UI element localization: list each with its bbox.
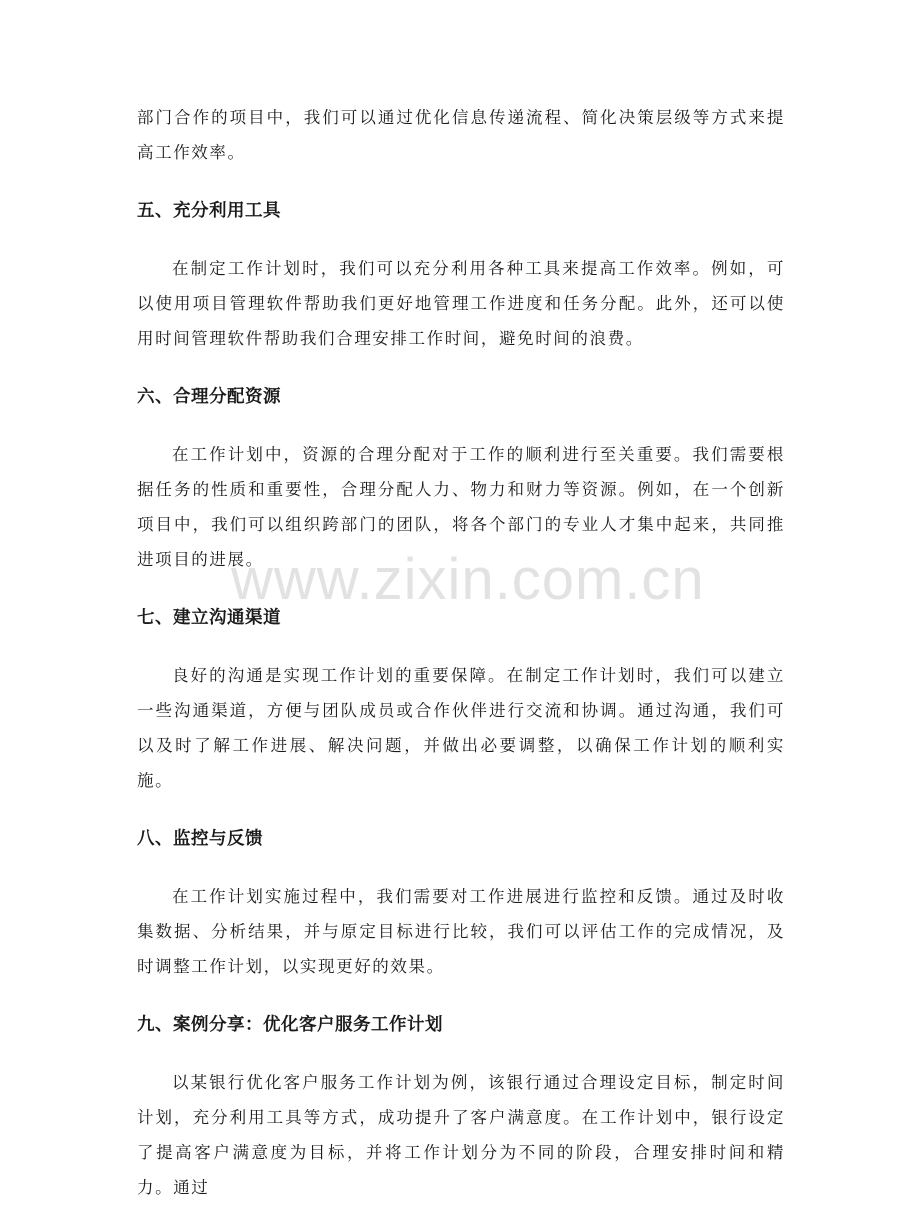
intro-paragraph: 部门合作的项目中，我们可以通过优化信息传递流程、简化决策层级等方式来提高工作效率。 [137,108,785,162]
document-body [137,100,785,1205]
section-heading-9: 九、案例分享：优化客户服务工作计划 [137,1015,443,1035]
section-heading-6: 六、合理分配资源 [137,387,281,407]
section-body-7: 良好的沟通是实现工作计划的重要保障。在制定工作计划时，我们可以建立一些沟通渠道，方便与团队成员或合作伙伴进行交流和协调。通过沟通，我们可以及时了解工作进展、解决问题，并做出必要调整，以确保工作计划的顺利实施。 [137,666,785,790]
section-heading-5: 五、充分利用工具 [137,201,281,221]
section-heading-7: 七、建立沟通渠道 [137,608,281,628]
section-body-8: 在工作计划实施过程中，我们需要对工作进展进行监控和反馈。通过及时收集数据、分析结果，并与原定目标进行比较，我们可以评估工作的完成情况，及时调整工作计划，以实现更好的效果。 [137,887,785,976]
section-body-9: 以某银行优化客户服务工作计划为例，该银行通过合理设定目标，制定时间计划，充分利用工具等方式，成功提升了客户满意度。在工作计划中，银行设定了提高客户满意度为目标，并将工作计划分为不同的阶段，合理安排时间和精力。通过 [137,1073,785,1197]
section-heading-8: 八、监控与反馈 [137,829,263,849]
watermark: www.zixin.com.cn [231,547,705,612]
section-body-6: 在工作计划中，资源的合理分配对于工作的顺利进行至关重要。我们需要根据任务的性质和重要性，合理分配人力、物力和财力等资源。例如，在一个创新项目中，我们可以组织跨部门的团队，将各个部门的专业人才集中起来，共同推进项目的进展。 [137,445,785,569]
section-body-5: 在制定工作计划时，我们可以充分利用各种工具来提高工作效率。例如，可以使用项目管理软件帮助我们更好地管理工作进度和任务分配。此外，还可以使用时间管理软件帮助我们合理安排工作时间，避免时间的浪费。 [137,259,785,348]
